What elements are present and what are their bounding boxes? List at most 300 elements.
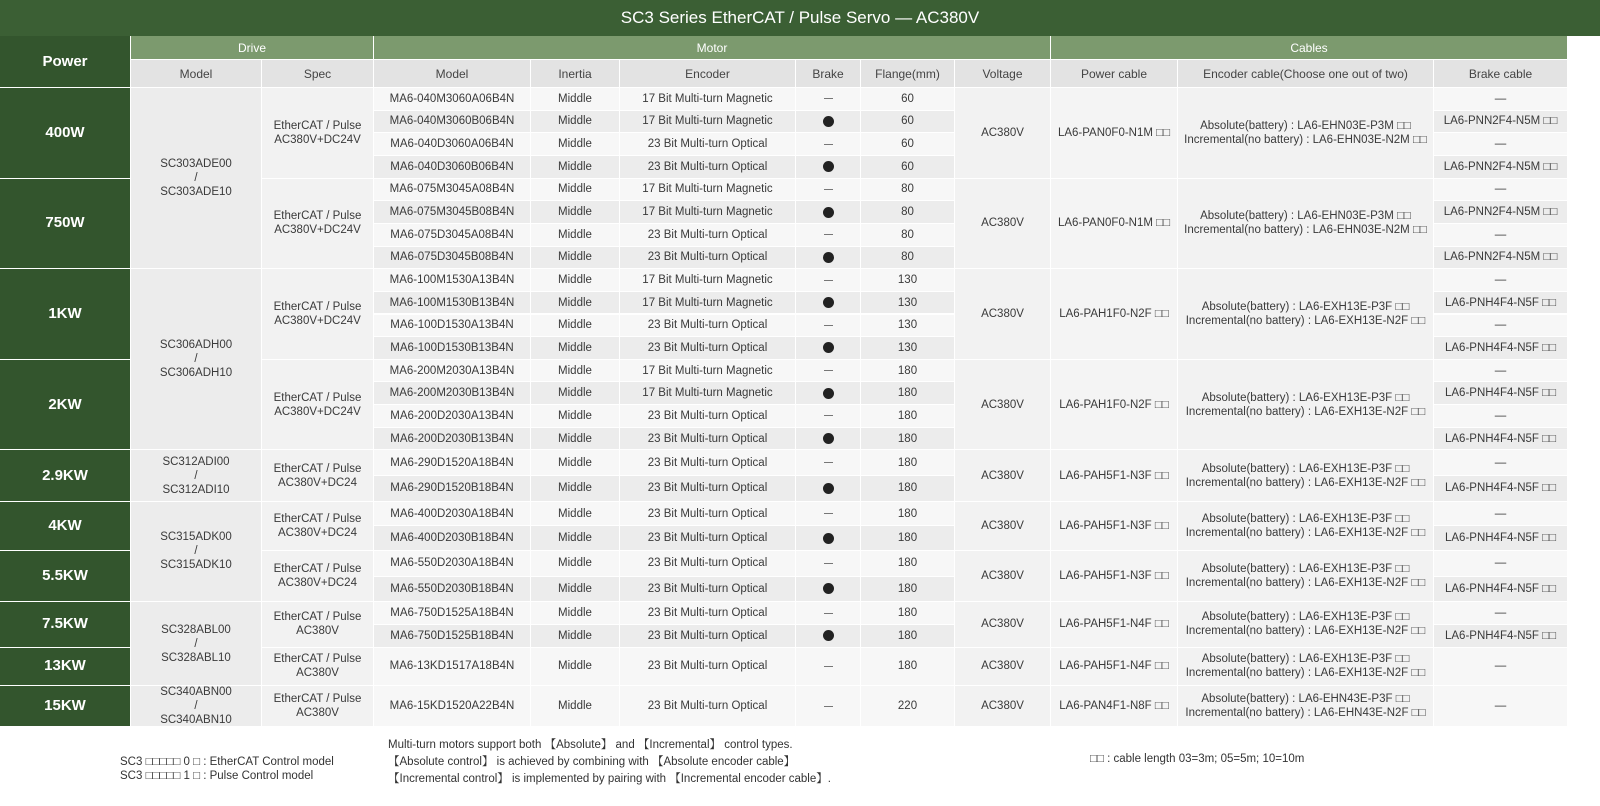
encoder-cable-line: Incremental(no battery) : LA6-EXH13E-N2F □□: [1185, 577, 1426, 590]
motor-model-cell: [374, 648, 531, 687]
motor-model-cell: [374, 602, 531, 625]
brake-dot-icon: [823, 342, 834, 353]
power-rating-cell: [0, 551, 131, 602]
brake-cell: [796, 133, 861, 156]
encoder-cable-line: Absolute(battery) : LA6-EHN03E-P3M □□: [1200, 119, 1411, 132]
drive-model-line: /: [194, 172, 198, 185]
flange-cell: [861, 405, 955, 428]
inertia-cell-text: Middle: [558, 557, 592, 570]
brake-cell: [796, 201, 861, 224]
encoder-cell-text: 17 Bit Multi-turn Magnetic: [642, 92, 773, 105]
voltage-cell-text: AC380V: [981, 519, 1024, 532]
servo-spec-table: [0, 36, 1600, 740]
inertia-cell-text: Middle: [558, 582, 592, 595]
power-cable-cell: [1051, 602, 1178, 647]
inertia-cell-text: Middle: [558, 92, 592, 105]
encoder-cell: [620, 179, 796, 202]
inertia-cell: [531, 382, 620, 405]
brake-cell: [796, 88, 861, 111]
flange-cell-text: 180: [897, 432, 918, 445]
encoder-cell-text: 23 Bit Multi-turn Optical: [647, 700, 768, 713]
footnotes: [0, 740, 1600, 806]
brake-cell: [796, 156, 861, 179]
flange-cell-text: 60: [901, 115, 914, 128]
encoder-cell: [620, 224, 796, 247]
flange-cell: [861, 428, 955, 451]
encoder-cable-line: Incremental(no battery) : LA6-EXH13E-N2F □□: [1185, 314, 1426, 327]
encoder-cable-cell: [1178, 551, 1434, 602]
brake-cable-cell: [1434, 360, 1568, 383]
brake-dot-icon: [823, 161, 834, 172]
power-rating-cell-text: 2.9KW: [42, 466, 88, 484]
power-rating-cell-text: 13KW: [44, 657, 86, 675]
inertia-cell-text: Middle: [558, 532, 592, 545]
drive-model-cell: [131, 269, 262, 450]
brake-dot-icon: [823, 583, 834, 594]
encoder-cable-line: Incremental(no battery) : LA6-EXH13E-N2F □□: [1185, 405, 1426, 418]
encoder-cell-text: 23 Bit Multi-turn Optical: [647, 629, 768, 642]
brake-cable-cell-text: LA6-PNH4F4-N5F □□: [1444, 532, 1557, 545]
drive-header-text: Drive: [237, 40, 266, 55]
encoder-cell: [620, 111, 796, 134]
power-rating-cell: [0, 502, 131, 551]
drive-spec-line: AC380V+DC24: [278, 476, 357, 489]
motor-model-cell-text: MA6-13KD1517A18B4N: [389, 660, 515, 673]
encoder-cell: [620, 382, 796, 405]
cables-header: [1051, 36, 1568, 60]
encoder-cable-line: Incremental(no battery) : LA6-EHN43E-N2F □□: [1185, 707, 1426, 720]
brake-cell: [796, 179, 861, 202]
power-cable-cell-text: LA6-PAH5F1-N4F □□: [1059, 660, 1169, 673]
flange-cell-text: 130: [897, 341, 918, 354]
encoder-cable-line: Absolute(battery) : LA6-EXH13E-P3F □□: [1201, 300, 1410, 313]
encoder-cell: [620, 292, 796, 315]
inertia-cell-text: Middle: [558, 296, 592, 309]
motor-model-cell-text: MA6-200M2030B13B4N: [389, 387, 515, 400]
flange-cell: [861, 551, 955, 577]
motor-model-cell: [374, 88, 531, 111]
motor-model-cell-text: MA6-550D2030B18B4N: [390, 582, 514, 595]
brake-cell: [796, 450, 861, 476]
inertia-cell: [531, 224, 620, 247]
no-brake-dash-icon: [824, 280, 833, 281]
brake-cable-cell-text: LA6-PNH4F4-N5F □□: [1444, 482, 1557, 495]
drive-spec-line: AC380V+DC24V: [274, 314, 361, 327]
voltage-cell: [955, 686, 1051, 727]
brake-cable-cell-text: —: [1494, 228, 1507, 241]
power-rating-cell: [0, 88, 131, 179]
encoder-cell: [620, 526, 796, 551]
inertia-cell-text: Middle: [558, 432, 592, 445]
motor-model-cell-text: MA6-290D1520A18B4N: [390, 456, 514, 469]
flange-cell-text: 180: [897, 507, 918, 520]
encoder-cable-line: Incremental(no battery) : LA6-EHN03E-N2M □□: [1184, 133, 1427, 146]
inertia-cell: [531, 292, 620, 315]
power-cable-cell-text: LA6-PAH5F1-N3F □□: [1059, 469, 1169, 482]
flange-cell: [861, 337, 955, 360]
power-cable-cell: [1051, 450, 1178, 501]
drive-spec-line: AC380V+DC24V: [274, 224, 361, 237]
encoder-cable-line: Absolute(battery) : LA6-EHN03E-P3M □□: [1200, 210, 1411, 223]
motor-model-cell-text: MA6-075M3045A08B4N: [389, 183, 515, 196]
flange-cell: [861, 648, 955, 687]
voltage-cell-text: AC380V: [981, 660, 1024, 673]
drive-model-cell: [131, 502, 262, 603]
flange-cell-text: 180: [897, 456, 918, 469]
motor-model-cell-text: MA6-100D1530A13B4N: [390, 319, 514, 332]
drive-model-line: SC340ABN10: [160, 714, 232, 727]
flange-cell: [861, 269, 955, 292]
inertia-cell: [531, 648, 620, 687]
flange-cell: [861, 88, 955, 111]
motor-model-cell: [374, 502, 531, 527]
encoder-cell: [620, 269, 796, 292]
encoder-cell-text: 23 Bit Multi-turn Optical: [647, 319, 768, 332]
power-cable-cell: [1051, 88, 1178, 179]
encoder-cell: [620, 405, 796, 428]
drive-model-line: /: [194, 353, 198, 366]
drive-model-cell: [131, 602, 262, 686]
power-rating-cell: [0, 686, 131, 727]
drive-model-line: /: [194, 469, 198, 482]
encoder-cable-line: Incremental(no battery) : LA6-EXH13E-N2F □□: [1185, 667, 1426, 680]
no-brake-dash-icon: [824, 462, 833, 463]
inertia-cell-text: Middle: [558, 387, 592, 400]
power-header-text: Power: [42, 52, 88, 70]
drive-model-line: SC315ADK00: [160, 531, 232, 544]
flange-cell-text: 80: [901, 206, 914, 219]
brake-cell: [796, 269, 861, 292]
motor-model-cell: [374, 551, 531, 577]
power-rating-cell-text: 400W: [45, 123, 85, 141]
encoder-cell-text: 23 Bit Multi-turn Optical: [647, 456, 768, 469]
flange-cell: [861, 382, 955, 405]
brake-cable-cell-text: —: [1494, 507, 1507, 520]
note-cable-length: □□ : cable length 03=3m; 05=5m; 10=10m: [1090, 753, 1305, 765]
encoder-cable-line: Absolute(battery) : LA6-EHN43E-P3F □□: [1201, 693, 1410, 706]
drive-spec-line: AC380V: [296, 707, 339, 720]
inertia-cell-text: Middle: [558, 115, 592, 128]
brake-dot-icon: [823, 388, 834, 399]
flange-cell-text: 60: [901, 92, 914, 105]
drive-spec-cell: [262, 450, 374, 501]
power-rating-cell: [0, 269, 131, 360]
encoder-cell-text: 17 Bit Multi-turn Magnetic: [642, 387, 773, 400]
inertia-cell: [531, 577, 620, 603]
drive-model-line: /: [194, 637, 198, 650]
inertia-cell-text: Middle: [558, 138, 592, 151]
note-pulse-model: SC3 □□□□□ 1 □ : Pulse Control model: [120, 770, 314, 782]
motor-header-text: Motor: [696, 40, 728, 55]
column-header-inertia: [531, 60, 620, 88]
encoder-cell: [620, 133, 796, 156]
encoder-cable-line: Incremental(no battery) : LA6-EXH13E-N2F □□: [1185, 625, 1426, 638]
voltage-cell: [955, 502, 1051, 551]
inertia-cell-text: Middle: [558, 507, 592, 520]
encoder-cell-text: 17 Bit Multi-turn Magnetic: [642, 296, 773, 309]
voltage-cell-text: AC380V: [981, 307, 1024, 320]
power-rating-cell-text: 2KW: [48, 395, 82, 413]
encoder-cell-text: 17 Bit Multi-turn Magnetic: [642, 274, 773, 286]
encoder-cable-cell: [1178, 450, 1434, 501]
encoder-cell: [620, 577, 796, 603]
brake-cell: [796, 337, 861, 360]
cables-header-text: Cables: [1290, 40, 1328, 55]
drive-spec-line: EtherCAT / Pulse: [273, 563, 362, 576]
voltage-cell-text: AC380V: [981, 126, 1024, 139]
power-rating-cell: [0, 450, 131, 501]
drive-spec-line: EtherCAT / Pulse: [273, 210, 362, 223]
encoder-cell-text: 23 Bit Multi-turn Optical: [647, 138, 768, 151]
no-brake-dash-icon: [824, 513, 833, 514]
inertia-cell: [531, 602, 620, 625]
inertia-cell: [531, 405, 620, 428]
brake-cable-cell: [1434, 315, 1568, 338]
encoder-cell: [620, 476, 796, 502]
brake-cable-cell: [1434, 476, 1568, 502]
drive-model-line: SC306ADH00: [159, 339, 233, 352]
motor-model-cell-text: MA6-100M1530B13B4N: [389, 296, 515, 309]
power-cable-cell-text: LA6-PAN0F0-N1M □□: [1057, 217, 1171, 230]
motor-model-cell-text: MA6-200D2030B13B4N: [390, 432, 514, 445]
inertia-cell-text: Middle: [558, 274, 592, 286]
column-header-drive-spec-text: Spec: [303, 66, 332, 81]
drive-spec-line: AC380V: [296, 625, 339, 638]
brake-cable-cell: [1434, 88, 1568, 111]
drive-model-line: SC312ADI10: [162, 483, 230, 496]
voltage-cell-text: AC380V: [981, 469, 1024, 482]
power-rating-cell-text: 15KW: [44, 697, 86, 715]
brake-dot-icon: [823, 533, 834, 544]
brake-cable-cell: [1434, 602, 1568, 625]
no-brake-dash-icon: [824, 144, 833, 145]
brake-cable-cell-text: —: [1494, 92, 1507, 105]
inertia-cell-text: Middle: [558, 629, 592, 642]
brake-cable-cell: [1434, 625, 1568, 648]
encoder-cable-line: Incremental(no battery) : LA6-EXH13E-N2F □□: [1185, 526, 1426, 539]
inertia-cell-text: Middle: [558, 183, 592, 196]
inertia-cell-text: Middle: [558, 700, 592, 713]
motor-model-cell-text: MA6-100D1530B13B4N: [390, 341, 514, 354]
motor-model-cell: [374, 224, 531, 247]
voltage-cell-text: AC380V: [981, 570, 1024, 583]
motor-model-cell: [374, 201, 531, 224]
brake-cell: [796, 551, 861, 577]
drive-spec-cell: [262, 360, 374, 451]
voltage-cell: [955, 450, 1051, 501]
inertia-cell: [531, 269, 620, 292]
flange-cell: [861, 201, 955, 224]
column-header-brake: [796, 60, 861, 88]
motor-model-cell-text: MA6-075D3045A08B4N: [390, 228, 514, 241]
drive-model-line: SC312ADI00: [162, 455, 230, 468]
inertia-cell: [531, 450, 620, 476]
brake-cell: [796, 292, 861, 315]
flange-cell: [861, 133, 955, 156]
motor-model-cell: [374, 111, 531, 134]
flange-cell: [861, 111, 955, 134]
encoder-cable-line: Absolute(battery) : LA6-EXH13E-P3F □□: [1201, 391, 1410, 404]
column-header-brake-cable: [1434, 60, 1568, 88]
brake-dot-icon: [823, 116, 834, 127]
brake-cable-cell: [1434, 337, 1568, 360]
motor-model-cell-text: MA6-040M3060B06B4N: [389, 115, 515, 128]
encoder-cell: [620, 648, 796, 687]
power-cable-cell: [1051, 648, 1178, 687]
motor-model-cell-text: MA6-100M1530A13B4N: [389, 274, 515, 286]
flange-cell: [861, 247, 955, 270]
brake-cable-cell: [1434, 526, 1568, 551]
motor-model-cell: [374, 269, 531, 292]
brake-cable-cell: [1434, 292, 1568, 315]
encoder-cable-cell: [1178, 360, 1434, 451]
brake-cell: [796, 602, 861, 625]
encoder-cell-text: 23 Bit Multi-turn Optical: [647, 409, 768, 422]
drive-spec-line: AC380V+DC24: [278, 526, 357, 539]
brake-cell: [796, 382, 861, 405]
motor-model-cell-text: MA6-400D2030A18B4N: [390, 507, 514, 520]
brake-cable-cell-text: LA6-PNH4F4-N5F □□: [1444, 387, 1557, 400]
encoder-cell: [620, 337, 796, 360]
brake-cell: [796, 526, 861, 551]
encoder-cable-line: Incremental(no battery) : LA6-EXH13E-N2F □□: [1185, 476, 1426, 489]
brake-cable-cell-text: —: [1494, 183, 1507, 196]
inertia-cell-text: Middle: [558, 228, 592, 241]
motor-model-cell: [374, 476, 531, 502]
motor-model-cell: [374, 686, 531, 727]
motor-model-cell-text: MA6-200M2030A13B4N: [389, 364, 515, 377]
brake-cell: [796, 625, 861, 648]
drive-model-cell: [131, 686, 262, 727]
power-rating-cell: [0, 179, 131, 270]
brake-cable-cell-text: —: [1494, 409, 1507, 422]
inertia-cell: [531, 551, 620, 577]
no-brake-dash-icon: [824, 325, 833, 326]
brake-cable-cell: [1434, 686, 1568, 727]
brake-cell: [796, 476, 861, 502]
drive-model-line: SC306ADH10: [159, 367, 233, 380]
brake-dot-icon: [823, 630, 834, 641]
brake-cable-cell-text: —: [1494, 274, 1507, 286]
power-cable-cell-text: LA6-PAN0F0-N1M □□: [1057, 126, 1171, 139]
flange-cell: [861, 179, 955, 202]
power-rating-cell: [0, 602, 131, 647]
encoder-cable-cell: [1178, 602, 1434, 647]
column-header-motor-model-text: Model: [435, 66, 469, 81]
encoder-cell: [620, 156, 796, 179]
motor-model-cell: [374, 577, 531, 603]
motor-model-cell-text: MA6-200D2030A13B4N: [390, 409, 514, 422]
drive-spec-cell: [262, 179, 374, 270]
brake-cable-cell-text: —: [1494, 607, 1507, 620]
inertia-cell: [531, 625, 620, 648]
voltage-cell: [955, 602, 1051, 647]
encoder-cell-text: 23 Bit Multi-turn Optical: [647, 228, 768, 241]
motor-model-cell: [374, 337, 531, 360]
no-brake-dash-icon: [824, 563, 833, 564]
motor-model-cell-text: MA6-040D3060A06B4N: [390, 138, 514, 151]
brake-cell: [796, 502, 861, 527]
flange-cell-text: 60: [901, 160, 914, 173]
no-brake-dash-icon: [824, 370, 833, 371]
inertia-cell: [531, 526, 620, 551]
encoder-cell: [620, 201, 796, 224]
encoder-cell-text: 17 Bit Multi-turn Magnetic: [642, 115, 773, 128]
encoder-cable-line: Absolute(battery) : LA6-EXH13E-P3F □□: [1201, 611, 1410, 624]
encoder-cell: [620, 686, 796, 727]
column-header-drive-model: [131, 60, 262, 88]
column-header-inertia-text: Inertia: [558, 66, 592, 81]
note-absolute-control: 【Absolute control】 is achieved by combining with 【Absolute encoder cable】: [388, 756, 796, 768]
inertia-cell: [531, 156, 620, 179]
power-cable-cell: [1051, 686, 1178, 727]
motor-model-cell-text: MA6-550D2030A18B4N: [390, 557, 514, 570]
power-rating-cell-text: 5.5KW: [42, 567, 88, 585]
brake-cable-cell: [1434, 247, 1568, 270]
column-header-brake-cable-text: Brake cable: [1468, 66, 1533, 81]
column-header-flange-text: Flange(mm): [875, 66, 940, 81]
inertia-cell-text: Middle: [558, 160, 592, 173]
motor-model-cell-text: MA6-750D1525A18B4N: [390, 607, 514, 620]
brake-dot-icon: [823, 207, 834, 218]
brake-cell: [796, 111, 861, 134]
drive-model-cell: [131, 450, 262, 501]
brake-cable-cell-text: —: [1494, 700, 1507, 713]
power-cable-cell-text: LA6-PAH5F1-N3F □□: [1059, 519, 1169, 532]
brake-cable-cell: [1434, 201, 1568, 224]
encoder-cell-text: 23 Bit Multi-turn Optical: [647, 482, 768, 495]
inertia-cell: [531, 502, 620, 527]
voltage-cell: [955, 551, 1051, 602]
brake-cable-cell-text: LA6-PNH4F4-N5F □□: [1444, 341, 1557, 354]
inertia-cell-text: Middle: [558, 364, 592, 377]
voltage-cell-text: AC380V: [981, 618, 1024, 631]
motor-model-cell: [374, 133, 531, 156]
flange-cell-text: 80: [901, 228, 914, 241]
brake-cell: [796, 686, 861, 727]
motor-model-cell-text: MA6-075M3045B08B4N: [389, 206, 515, 219]
voltage-cell-text: AC380V: [981, 398, 1024, 411]
brake-cell: [796, 428, 861, 451]
encoder-cell: [620, 502, 796, 527]
encoder-cell-text: 23 Bit Multi-turn Optical: [647, 607, 768, 620]
flange-cell-text: 180: [897, 409, 918, 422]
encoder-cell: [620, 625, 796, 648]
drive-spec-line: EtherCAT / Pulse: [273, 300, 362, 313]
column-header-encoder-cable-text: Encoder cable(Choose one out of two): [1203, 66, 1408, 81]
encoder-cell-text: 23 Bit Multi-turn Optical: [647, 660, 768, 673]
voltage-cell-text: AC380V: [981, 217, 1024, 230]
brake-cell: [796, 648, 861, 687]
encoder-cable-cell: [1178, 686, 1434, 727]
flange-cell-text: 180: [897, 629, 918, 642]
flange-cell: [861, 602, 955, 625]
inertia-cell: [531, 133, 620, 156]
power-rating-cell-text: 7.5KW: [42, 615, 88, 633]
inertia-cell: [531, 686, 620, 727]
flange-cell: [861, 315, 955, 338]
brake-cable-cell-text: —: [1494, 138, 1507, 151]
drive-model-line: /: [194, 700, 198, 713]
power-rating-cell: [0, 360, 131, 451]
drive-spec-line: EtherCAT / Pulse: [273, 611, 362, 624]
drive-header: [131, 36, 374, 60]
brake-cable-cell: [1434, 450, 1568, 476]
inertia-cell-text: Middle: [558, 319, 592, 332]
column-header-encoder-text: Encoder: [685, 66, 730, 81]
encoder-cell: [620, 428, 796, 451]
power-header: [0, 36, 131, 88]
